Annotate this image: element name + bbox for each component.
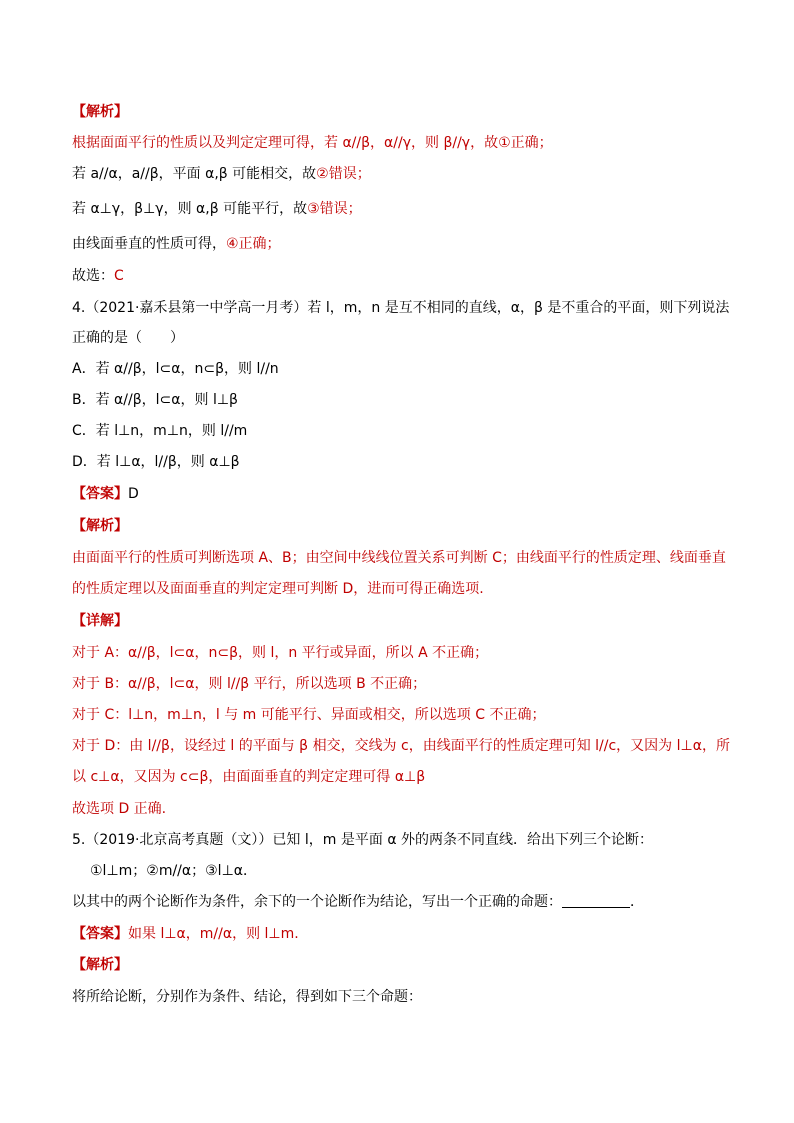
question-4-stem: 4.（2021·嘉禾县第一中学高一月考）若 l，m，n 是互不相同的直线，α，β 是不重合的平面，则下列说法 <box>72 300 730 316</box>
prompt-text: 以其中的两个论断作为条件，余下的一个论断作为结论，写出一个正确的命题： <box>72 894 562 910</box>
final-choice-value: C <box>114 268 124 284</box>
answer-line <box>72 924 299 944</box>
detail-line: 对于 A：α//β，l⊂α，n⊂β，则 l，n 平行或异面，所以 A 不正确； <box>72 645 489 661</box>
option-a: A．若 α//β，l⊂α，n⊂β，则 l//n <box>72 361 279 377</box>
detail-line: 故选项 D 正确. <box>72 801 167 817</box>
answer-line <box>72 484 139 504</box>
option-b: B．若 α//β，l⊂α，则 l⊥β <box>72 392 238 408</box>
analysis-text: 由线面垂直的性质可得， <box>72 236 226 252</box>
prompt-end: ． <box>630 894 644 910</box>
option-d: D．若 l⊥α，l//β，则 α⊥β <box>72 454 240 470</box>
final-choice-label: 故选： <box>72 268 114 284</box>
analysis-text: 若 α⊥γ，β⊥γ，则 α,β 可能平行，故 <box>72 201 308 217</box>
analysis-heading: 【解析】 <box>72 957 128 973</box>
analysis-line <box>72 164 371 184</box>
detail-heading: 【详解】 <box>72 613 128 629</box>
detail-line: 对于 B：α//β，l⊂α，则 l//β 平行，所以选项 B 不正确； <box>72 676 427 692</box>
analysis-conclusion: ②错误； <box>316 166 371 182</box>
analysis-conclusion: ①正确； <box>498 135 553 151</box>
analysis-conclusion: ④正确； <box>226 236 281 252</box>
analysis-heading: 【解析】 <box>72 518 128 534</box>
analysis-text: 根据面面平行的性质以及判定定理可得，若 α//β，α//γ，则 β//γ，故 <box>72 135 499 151</box>
analysis-line <box>72 133 553 153</box>
detail-line: 对于 D：由 l//β，设经过 l 的平面与 β 相交，交线为 c，由线面平行的性质定理可知 l//c，又因为 l⊥α，所 <box>72 738 730 754</box>
question-5-stem: 5.（2019·北京高考真题（文））已知 l，m 是平面 α 外的两条不同直线．给出下列三个论断： <box>72 832 653 848</box>
question-5-prompt <box>72 892 644 912</box>
answer-heading: 【答案】 <box>72 926 128 942</box>
analysis-text: 由面面平行的性质可判断选项 A、B；由空间中线线位置关系可判断 C；由线面平行的性质定理、线面垂直 <box>72 550 726 566</box>
answer-value: 如果 l⊥α，m//α，则 l⊥m. <box>128 926 299 942</box>
analysis-text: 将所给论断，分别作为条件、结论，得到如下三个命题： <box>72 989 422 1005</box>
analysis-text: 若 a//α，a//β，平面 α,β 可能相交，故 <box>72 166 317 182</box>
detail-line: 对于 C：l⊥n，m⊥n，l 与 m 可能平行、异面或相交，所以选项 C 不正确； <box>72 707 546 723</box>
analysis-heading: 【解析】 <box>72 104 128 120</box>
option-c: C．若 l⊥n，m⊥n，则 l//m <box>72 423 248 439</box>
analysis-line <box>72 199 362 219</box>
final-choice <box>72 266 124 286</box>
answer-blank <box>562 893 630 908</box>
analysis-text: 的性质定理以及面面垂直的判定定理可判断 D，进而可得正确选项. <box>72 581 484 597</box>
analysis-line <box>72 234 281 254</box>
answer-heading: 【答案】 <box>72 486 128 502</box>
analysis-conclusion: ③错误； <box>307 201 362 217</box>
question-4-stem-cont: 正确的是（ ） <box>72 330 184 346</box>
detail-line: 以 c⊥α，又因为 c⊂β，由面面垂直的判定定理可得 α⊥β <box>72 769 426 785</box>
question-5-statements: ①l⊥m；②m//α；③l⊥α． <box>90 863 257 879</box>
answer-value: D <box>128 486 139 502</box>
